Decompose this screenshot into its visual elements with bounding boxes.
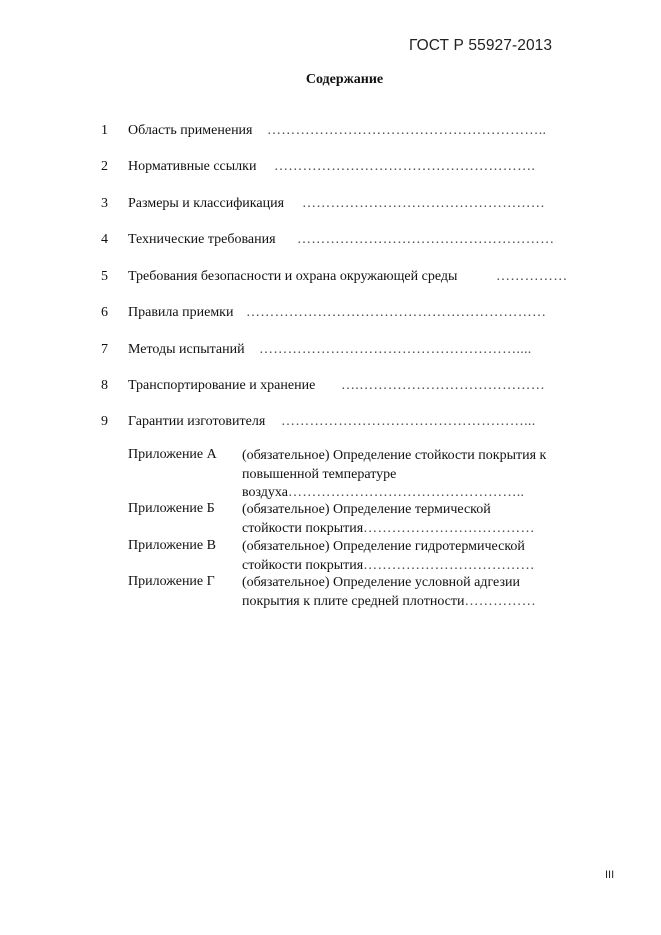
toc-item-label: Требования безопасности и охрана окружающей среды [128,269,458,284]
toc-leader-dots: ……………………………………………... [281,414,536,429]
appendix-text: (обязательное) Определение гидротермической стойкости покрытия [242,539,525,573]
toc-item-label: Область применения [128,123,253,138]
appendix-text: (обязательное) Определение термической стойкости покрытия [242,502,491,536]
toc-leader-dots: ……………………………………………… [297,232,555,247]
page-number: III [605,869,615,881]
toc-item-number: 4 [101,232,108,247]
appendix-description [242,447,572,503]
toc-leader-dots: ….………………………………… [341,378,545,393]
toc-leader-dots: ………………………………………….. [287,485,525,500]
appendix-description [242,574,572,611]
toc-item-label: Размеры и классификация [128,196,285,211]
appendix-label: Приложение Б [128,501,215,516]
appendix-label: Приложение Г [128,574,215,589]
toc-item-label: Методы испытаний [128,342,245,357]
toc-item-number: 5 [101,269,108,284]
toc-item-label: Правила приемки [128,305,234,320]
toc-leader-dots: ……………………………… [363,520,535,536]
appendix-text: (обязательное) Определение условной адгезии покрытия к плите средней плотности [242,575,520,609]
standard-code: ГОСТ Р 55927-2013 [409,37,553,54]
toc-item-number: 8 [101,378,108,393]
toc-leader-dots: ………………………………………………. [274,159,536,174]
toc-item-number: 6 [101,305,108,320]
toc-item-number: 2 [101,159,108,174]
toc-item-number: 1 [101,123,108,138]
toc-leader-dots: ……………………………………………………… [246,305,547,320]
appendix-label: Приложение А [128,447,217,462]
toc-leader-dots: ……………………………… [363,557,535,573]
toc-title: Содержание [305,72,384,87]
toc-item-label: Технические требования [128,232,276,247]
toc-item-label: Гарантии изготовителя [128,414,266,429]
toc-leader-dots: ……………………………………………….... [259,342,532,357]
toc-item-label: Нормативные ссылки [128,159,257,174]
toc-leader-dots: …………… [464,593,536,609]
toc-leader-dots: …………………………………………… [302,196,546,211]
toc-item-label: Транспортирование и хранение [128,378,316,393]
toc-item-number: 9 [101,414,108,429]
toc-item-number: 7 [101,342,108,357]
toc-leader-dots: ………………………………………………….. [267,123,547,138]
appendix-text: (обязательное) Определение стойкости покрытия к повышенной температуре воздуха [242,448,547,500]
appendix-description [242,538,572,575]
appendix-label: Приложение В [128,538,216,553]
toc-leader-dots: …………… [496,269,568,284]
toc-item-number: 3 [101,196,108,211]
appendix-description [242,501,542,538]
